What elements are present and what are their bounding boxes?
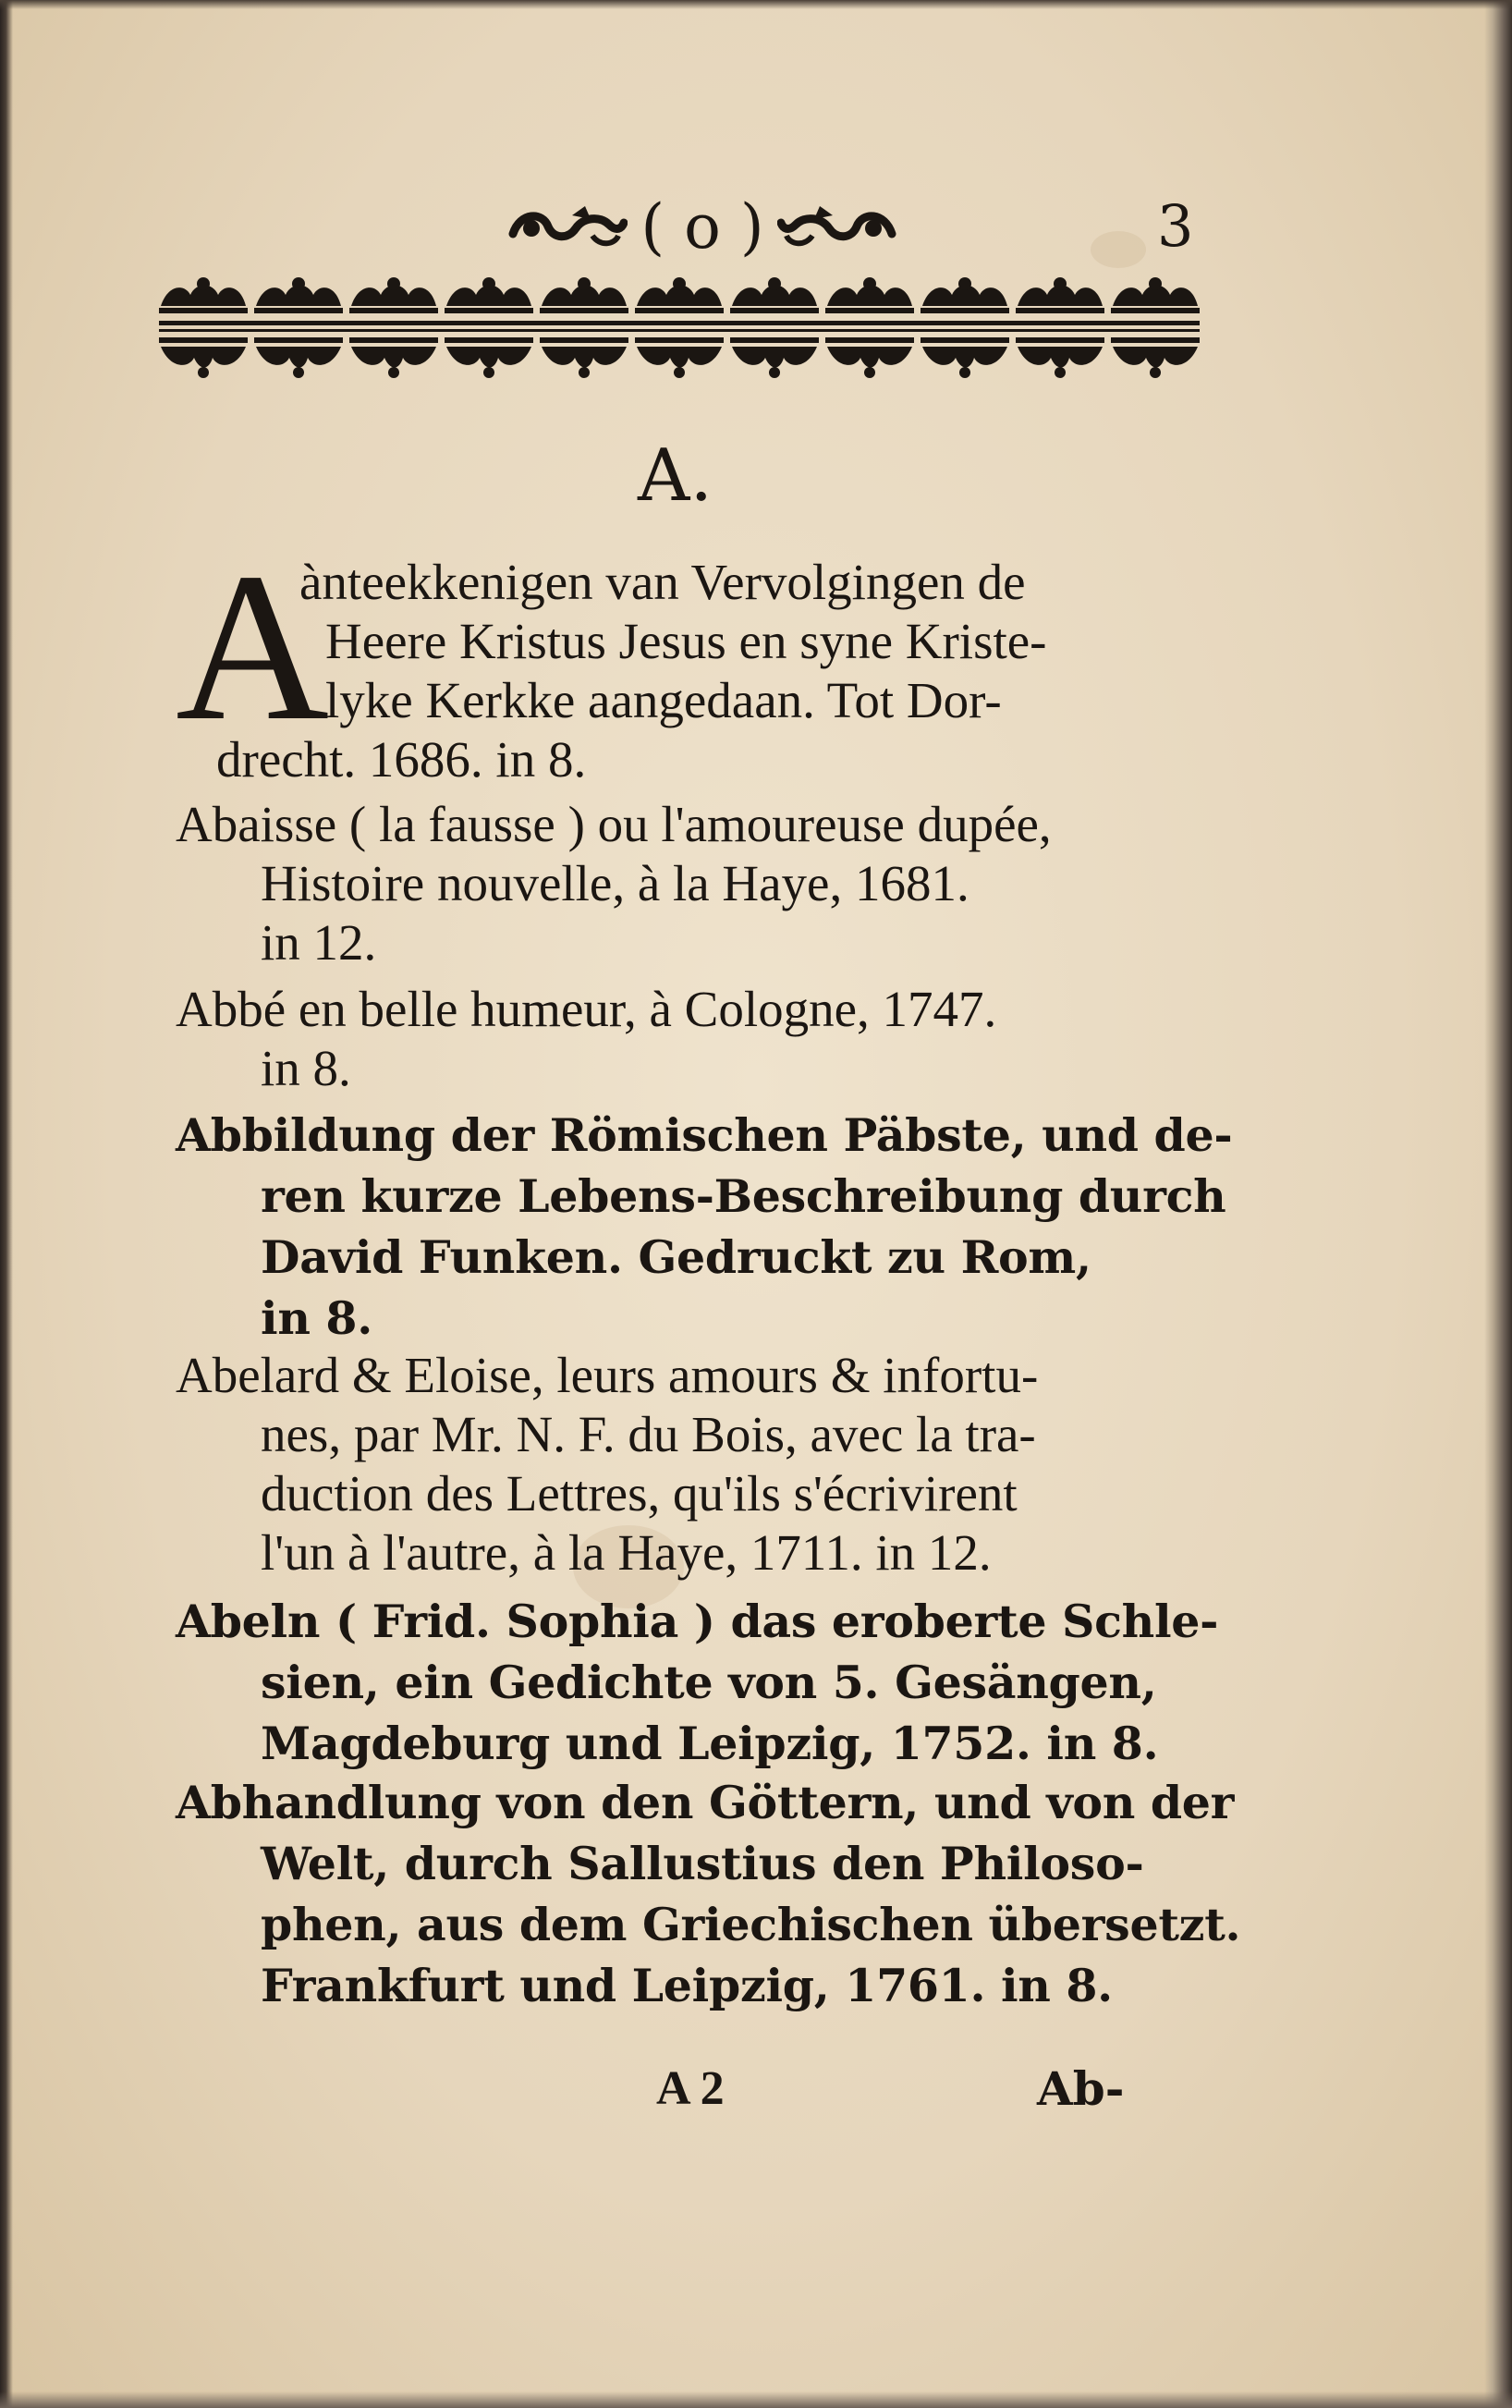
entry-line: lyke Kerkke aangedaan. Tot Dor- [325, 672, 1002, 728]
entry-line: sien, ein Gedichte von 5. Gesängen, [261, 1656, 1157, 1709]
entry-line: Abaisse ( la fausse ) ou l'amoureuse dupée, [176, 796, 1052, 852]
entry-line: Abbildung der Römischen Päbste, und de- [176, 1108, 1233, 1162]
entry-line: l'un à l'autre, à la Haye, 1711. in 12. [261, 1524, 992, 1581]
entry-line: Histoire nouvelle, à la Haye, 1681. [261, 855, 969, 911]
page-edge-left [0, 0, 13, 2408]
entry-line: Heere Kristus Jesus en syne Kriste- [325, 613, 1047, 669]
flourish-right-icon [777, 201, 897, 252]
entry-line: Abelard & Eloise, leurs amours & infortu- [176, 1347, 1039, 1403]
page-edge-top [0, 0, 1512, 9]
entry-line: Welt, durch Sallustius den Philoso- [261, 1837, 1144, 1890]
entry-line: David Funken. Gedruckt zu Rom, [261, 1230, 1091, 1284]
paper-stain [1091, 231, 1146, 268]
entry-line: Abhandlung von den Göttern, und von der [176, 1776, 1235, 1829]
running-head [462, 185, 943, 268]
entry-line: Magdeburg und Leipzig, 1752. in 8. [261, 1717, 1159, 1770]
entry-line: Abeln ( Frid. Sophia ) das eroberte Schle- [176, 1595, 1219, 1648]
catchword: Ab- [1037, 2061, 1125, 2116]
entry-line: in 12. [261, 914, 377, 971]
entry-line: duction des Lettres, qu'ils s'écrivirent [261, 1465, 1018, 1522]
entry-line: in 8. [261, 1040, 351, 1096]
flourish-left-icon [507, 201, 628, 252]
entry-line: phen, aus dem Griechischen übersetzt. [261, 1898, 1241, 1951]
drop-cap: A [176, 529, 330, 764]
entry-line: ren kurze Lebens-Beschreibung durch [261, 1169, 1226, 1223]
page-edge-bottom [0, 2391, 1512, 2408]
entry-line: ànteekkenigen van Vervolgingen de [299, 554, 1026, 610]
page-number: 3 [1157, 192, 1194, 260]
page-edge-right [1484, 0, 1512, 2408]
entry-line: drecht. 1686. in 8. [216, 731, 587, 788]
entry-line: nes, par Mr. N. F. du Bois, avec la tra- [261, 1406, 1036, 1462]
signature-mark: A 2 [656, 2062, 725, 2115]
entry-line: in 8. [261, 1291, 372, 1345]
running-head-text: ( o ) [640, 190, 764, 263]
section-letter: A. [638, 434, 713, 518]
ornament-band-icon [157, 273, 1201, 382]
entry-line: Abbé en belle humeur, à Cologne, 1747. [176, 981, 997, 1037]
entry-line: Frankfurt und Leipzig, 1761. in 8. [261, 1959, 1113, 2012]
